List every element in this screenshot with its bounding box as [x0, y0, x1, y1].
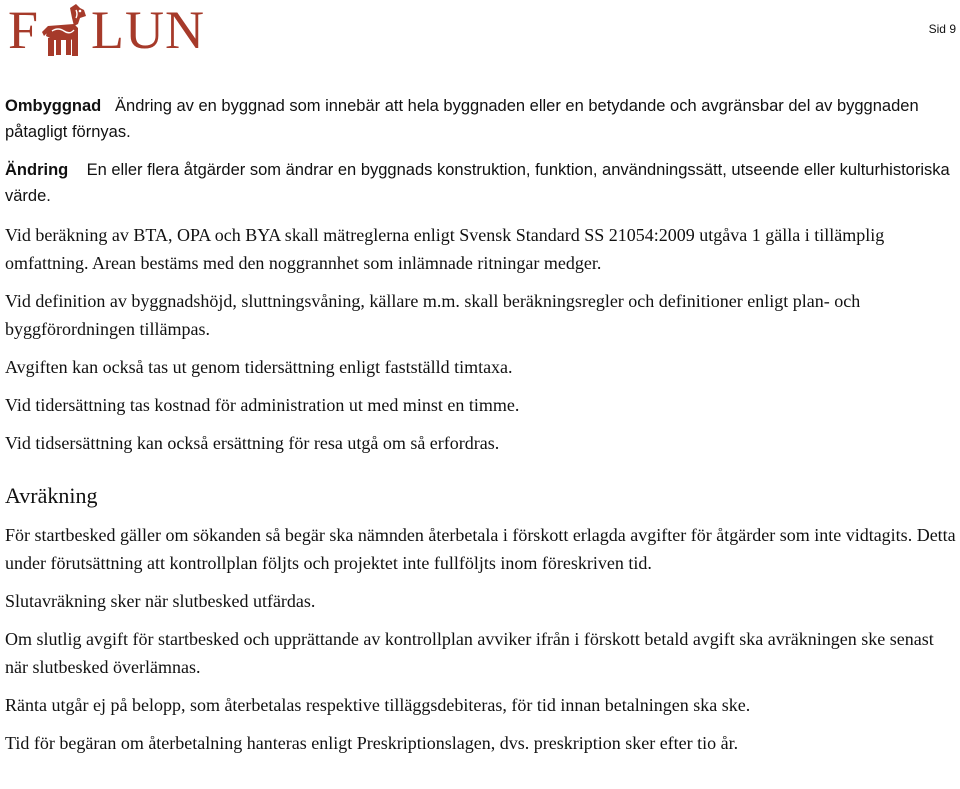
- document-body: [5, 93, 957, 757]
- paragraph: Ränta utgår ej på belopp, som återbetalas respektive tilläggsdebiteras, för tid innan betalningen ska ske.: [5, 695, 751, 715]
- page-number: Sid 9: [928, 22, 956, 36]
- definition-ombyggnad: [5, 93, 957, 145]
- definition-term: Ombyggnad: [5, 97, 102, 115]
- page-header: [0, 0, 960, 70]
- logo-letter-f: F: [8, 0, 40, 60]
- paragraph: Om slutlig avgift för startbesked och upprättande av kontrollplan avviker ifrån i förskott betald avgift ska avräkningen ske senast när slutbesked överlämnas.: [5, 629, 934, 677]
- paragraph: För startbesked gäller om sökanden så begär ska nämnden återbetala i förskott erlagda avgifter för åtgärder som inte vidtagits. Detta under förutsättning att kontrollplan följts och projektet inte fullföljts inom föreskriven tid.: [5, 525, 956, 573]
- definition-text: Ändring av en byggnad som innebär att hela byggnaden eller en betydande och avgränsbar del av byggnaden påtagligt förnyas.: [5, 97, 919, 141]
- logo-letters-lun: LUN: [91, 0, 206, 60]
- paragraph: Vid tidersättning tas kostnad för administration ut med minst en timme.: [5, 395, 520, 415]
- section-heading: Avräkning: [5, 483, 98, 508]
- paragraph: Tid för begäran om återbetalning hanteras enligt Preskriptionslagen, dvs. preskription sker efter tio år.: [5, 733, 739, 753]
- definition-andring: [5, 157, 957, 209]
- dala-horse-icon: [40, 2, 90, 58]
- paragraph: Vid tidsersättning kan också ersättning för resa utgå om så erfordras.: [5, 433, 500, 453]
- paragraph: Slutavräkning sker när slutbesked utfärdas.: [5, 591, 316, 611]
- paragraph: Vid beräkning av BTA, OPA och BYA skall mätreglerna enligt Svensk Standard SS 21054:2009 utgåva 1 gälla i tillämplig omfattning. Arean bestäms med den noggrannhet som inlämnade ritningar medger.: [5, 225, 885, 273]
- paragraph: Vid definition av byggnadshöjd, sluttningsvåning, källare m.m. skall beräkningsregler och definitioner enligt plan- och byggförordningen tillämpas.: [5, 291, 861, 339]
- paragraph: Avgiften kan också tas ut genom tidersättning enligt fastställd timtaxa.: [5, 357, 513, 377]
- falun-logo: [8, 2, 205, 58]
- definition-term: Ändring: [5, 161, 69, 179]
- definition-text: En eller flera åtgärder som ändrar en byggnads konstruktion, funktion, användningssätt, utseende eller kulturhistoriska värde.: [5, 161, 950, 205]
